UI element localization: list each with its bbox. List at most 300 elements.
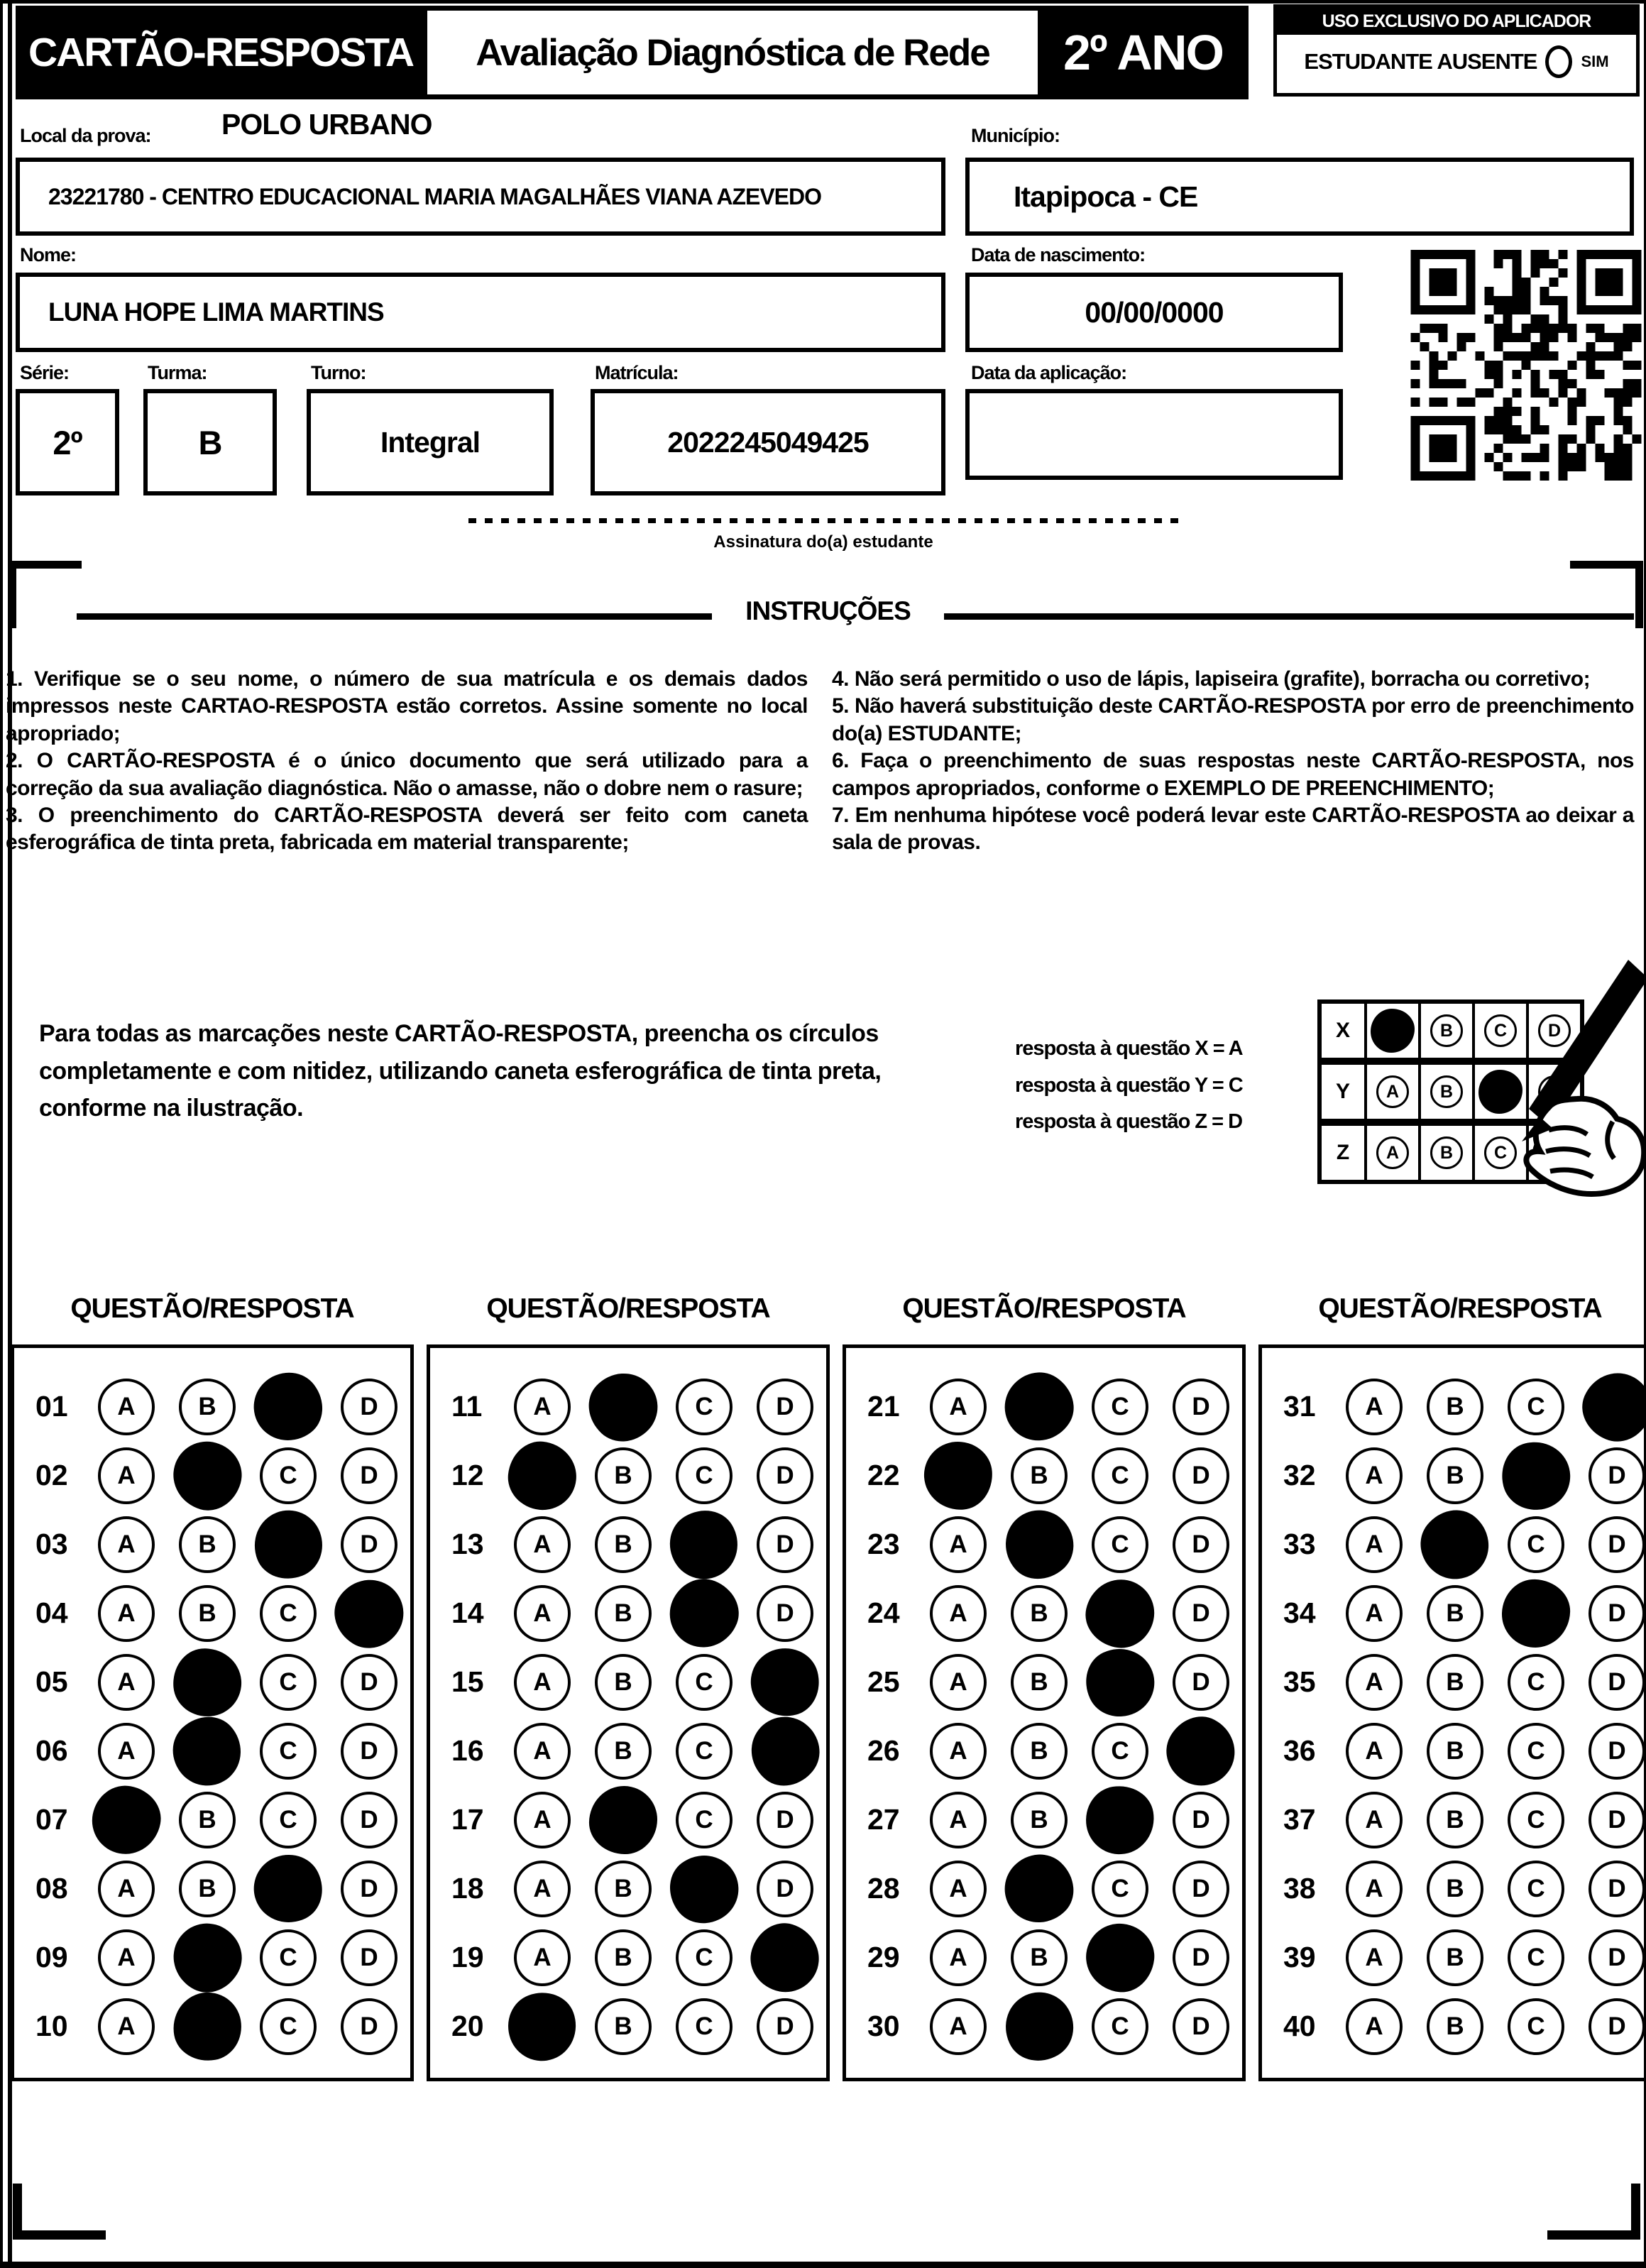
bubble-32-A[interactable] <box>1346 1447 1403 1504</box>
question-number: 37 <box>1283 1803 1316 1836</box>
bubble-27-B[interactable] <box>1011 1792 1068 1848</box>
bubble-02-A[interactable] <box>98 1447 155 1504</box>
bubble-letter: B <box>614 1667 632 1696</box>
bubble-letter: D <box>776 1805 794 1834</box>
bubble-letter: A <box>533 1392 552 1420</box>
question-row-12 <box>430 1441 826 1510</box>
instructions-divider-right <box>944 613 1634 620</box>
bubble-04-A[interactable] <box>98 1585 155 1642</box>
question-row-30 <box>846 1992 1242 2061</box>
bubble-10-C[interactable] <box>260 1998 317 2055</box>
answer-column-box <box>427 1344 830 2081</box>
question-number: 01 <box>35 1390 68 1423</box>
example-instruction-text: Para todas as marcações neste CARTÃO-RESPOSTA, preencha os círculos completamente e com nitidez, utilizando caneta esferográfica de tinta preta, conforme na ilustração. <box>39 1020 882 1122</box>
bubble-08-A[interactable] <box>98 1861 155 1917</box>
bubble-group <box>98 1723 397 1780</box>
bubble-21-A[interactable] <box>930 1379 987 1435</box>
instruction-item: 6. Faça o preenchimento de suas respostas neste CARTÃO-RESPOSTA, nos campos apropriados, conforme o EXEMPLO DE PREENCHIMENTO; <box>832 749 1634 800</box>
bubble-letter: C <box>695 1736 713 1765</box>
bubble-10-D[interactable] <box>341 1998 397 2055</box>
bubble-06-D[interactable] <box>341 1723 397 1780</box>
bubble-15-B[interactable] <box>595 1654 652 1711</box>
question-row-32 <box>1262 1441 1646 1510</box>
nome-field <box>16 273 945 352</box>
bubble-09-C[interactable] <box>260 1929 317 1986</box>
bubble-letter: D <box>1192 2012 1210 2040</box>
bubble-letter: D <box>360 2012 378 2040</box>
nome-label: Nome: <box>20 244 77 265</box>
bubble-31-C[interactable] <box>1508 1379 1564 1435</box>
bubble-24-C[interactable] <box>1092 1585 1148 1642</box>
bubble-29-C[interactable] <box>1092 1929 1148 1986</box>
bubble-12-A[interactable] <box>514 1447 571 1504</box>
bubble-40-A[interactable] <box>1346 1998 1403 2055</box>
bubble-letter: C <box>1111 1736 1129 1765</box>
bubble-34-D[interactable] <box>1589 1585 1645 1642</box>
bubble-26-D[interactable] <box>1173 1723 1229 1780</box>
bubble-01-A[interactable] <box>98 1379 155 1435</box>
filled-mark <box>1500 1578 1571 1648</box>
bubble-36-C[interactable] <box>1508 1723 1564 1780</box>
bubble-letter: B <box>614 1461 632 1489</box>
bubble-23-D[interactable] <box>1173 1516 1229 1573</box>
bubble-35-C[interactable] <box>1508 1654 1564 1711</box>
bubble-20-C[interactable] <box>676 1998 733 2055</box>
bubble-01-D[interactable] <box>341 1379 397 1435</box>
bubble-37-A[interactable] <box>1346 1792 1403 1848</box>
bubble-23-B[interactable] <box>1011 1516 1068 1573</box>
bubble-letter: B <box>1030 1599 1048 1627</box>
bubble-letter: C <box>1527 1530 1545 1558</box>
bubble-37-D[interactable] <box>1589 1792 1645 1848</box>
filled-mark <box>1081 1781 1159 1859</box>
bubble-11-B[interactable] <box>595 1379 652 1435</box>
bubble-letter: A <box>1376 1136 1409 1169</box>
bubble-27-D[interactable] <box>1173 1792 1229 1848</box>
bubble-02-B[interactable] <box>179 1447 236 1504</box>
bubble-23-C[interactable] <box>1092 1516 1148 1573</box>
bubble-05-D[interactable] <box>341 1654 397 1711</box>
bubble-22-C[interactable] <box>1092 1447 1148 1504</box>
bubble-39-A[interactable] <box>1346 1929 1403 1986</box>
instruction-item: 4. Não será permitido o uso de lápis, lapiseira (grafite), borracha ou corretivo; <box>832 667 1591 691</box>
bubble-19-A[interactable] <box>514 1929 571 1986</box>
answer-column <box>843 1293 1246 2081</box>
question-row-28 <box>846 1854 1242 1923</box>
bubble-12-C[interactable] <box>676 1447 733 1504</box>
bubble-35-A[interactable] <box>1346 1654 1403 1711</box>
bubble-11-A[interactable] <box>514 1379 571 1435</box>
bubble-25-B[interactable] <box>1011 1654 1068 1711</box>
bubble-group <box>1346 1654 1645 1711</box>
question-row-31 <box>1262 1372 1646 1441</box>
bubble-letter: D <box>360 1392 378 1420</box>
bubble-16-C[interactable] <box>676 1723 733 1780</box>
bubble-letter: D <box>1538 1014 1571 1047</box>
question-row-29 <box>846 1923 1242 1992</box>
bubble-33-D[interactable] <box>1589 1516 1645 1573</box>
question-number: 12 <box>451 1459 484 1491</box>
bubble-16-D[interactable] <box>757 1723 813 1780</box>
bubble-40-D[interactable] <box>1589 1998 1645 2055</box>
question-row-09 <box>14 1923 410 1992</box>
bubble-20-D[interactable] <box>757 1998 813 2055</box>
bubble-05-C[interactable] <box>260 1654 317 1711</box>
bubble-10-B[interactable] <box>179 1998 236 2055</box>
serie-label: Série: <box>20 362 70 383</box>
bubble-07-B[interactable] <box>179 1792 236 1848</box>
bubble-06-B[interactable] <box>179 1723 236 1780</box>
bubble-group <box>514 1516 813 1573</box>
bubble-21-D[interactable] <box>1173 1379 1229 1435</box>
bubble-30-C[interactable] <box>1092 1998 1148 2055</box>
bubble-18-B[interactable] <box>595 1861 652 1917</box>
bubble-17-B[interactable] <box>595 1792 652 1848</box>
bubble-19-B[interactable] <box>595 1929 652 1986</box>
bubble-35-B[interactable] <box>1427 1654 1483 1711</box>
filled-mark <box>1495 1434 1577 1516</box>
signature-line[interactable] <box>468 518 1178 523</box>
question-number: 05 <box>35 1665 68 1698</box>
bubble-26-B[interactable] <box>1011 1723 1068 1780</box>
bubble-letter: C <box>1484 1014 1517 1047</box>
bubble-letter: B <box>614 1736 632 1765</box>
bubble-39-B[interactable] <box>1427 1929 1483 1986</box>
filled-mark <box>743 1640 827 1724</box>
filled-mark <box>575 1359 671 1455</box>
bubble-letter: C <box>1527 1736 1545 1765</box>
bubble-25-C[interactable] <box>1092 1654 1148 1711</box>
bubble-letter: A <box>949 1805 967 1834</box>
bubble-03-C[interactable] <box>260 1516 317 1573</box>
example-row-label: Z <box>1322 1126 1367 1180</box>
bubble-37-B[interactable] <box>1427 1792 1483 1848</box>
bubble-14-D[interactable] <box>757 1585 813 1642</box>
bubble-39-C[interactable] <box>1508 1929 1564 1986</box>
bubble-01-C[interactable] <box>260 1379 317 1435</box>
bubble-19-C[interactable] <box>676 1929 733 1986</box>
bubble-09-D[interactable] <box>341 1929 397 1986</box>
bubble-letter: C <box>1111 1392 1129 1420</box>
bubble-letter: D <box>1192 1805 1210 1834</box>
bubble-group <box>514 1861 813 1917</box>
instruction-item: 2. O CARTÃO-RESPOSTA é o único documento que será utilizado para a correção da sua avaliação diagnóstica. Não o amasse, não o dobre nem o rasure; <box>6 749 808 800</box>
bubble-33-C[interactable] <box>1508 1516 1564 1573</box>
bubble-29-A[interactable] <box>930 1929 987 1986</box>
bubble-33-A[interactable] <box>1346 1516 1403 1573</box>
bubble-07-A[interactable] <box>98 1792 155 1848</box>
bubble-group <box>930 1723 1229 1780</box>
bubble-12-B[interactable] <box>595 1447 652 1504</box>
bubble-36-B[interactable] <box>1427 1723 1483 1780</box>
bubble-13-D[interactable] <box>757 1516 813 1573</box>
filled-mark <box>241 1359 336 1454</box>
bubble-letter: B <box>1030 1805 1048 1834</box>
bubble-34-B[interactable] <box>1427 1585 1483 1642</box>
bubble-23-A[interactable] <box>930 1516 987 1573</box>
instructions-right-column <box>832 666 1634 857</box>
bubble-11-C[interactable] <box>676 1379 733 1435</box>
bubble-38-D[interactable] <box>1589 1861 1645 1917</box>
bubble-32-B[interactable] <box>1427 1447 1483 1504</box>
bubble-14-A[interactable] <box>514 1585 571 1642</box>
bubble-group <box>514 1379 813 1435</box>
question-number: 04 <box>35 1596 68 1629</box>
nascimento-label: Data de nascimento: <box>971 244 1146 265</box>
bubble-36-D[interactable] <box>1589 1723 1645 1780</box>
bubble-26-A[interactable] <box>930 1723 987 1780</box>
bubble-33-B[interactable] <box>1427 1516 1483 1573</box>
bubble-letter: B <box>198 1805 216 1834</box>
bubble-19-D[interactable] <box>757 1929 813 1986</box>
filled-mark <box>1572 1362 1646 1452</box>
bubble-04-B[interactable] <box>179 1585 236 1642</box>
bubble-20-B[interactable] <box>595 1998 652 2055</box>
bubble-28-B[interactable] <box>1011 1861 1068 1917</box>
student-absent-bubble[interactable] <box>1545 45 1572 78</box>
bubble-03-D[interactable] <box>341 1516 397 1573</box>
bubble-05-A[interactable] <box>98 1654 155 1711</box>
bubble-12-D[interactable] <box>757 1447 813 1504</box>
filled-mark <box>922 1439 994 1511</box>
bubble-01-B[interactable] <box>179 1379 236 1435</box>
bubble-letter: D <box>1608 1805 1626 1834</box>
signature-label: Assinatura do(a) estudante <box>713 532 933 552</box>
bubble-letter: A <box>1365 1667 1383 1696</box>
question-row-11 <box>430 1372 826 1441</box>
question-number: 18 <box>451 1872 484 1905</box>
bubble-group <box>1346 1447 1645 1504</box>
bubble-29-B[interactable] <box>1011 1929 1068 1986</box>
bubble-02-D[interactable] <box>341 1447 397 1504</box>
bubble-07-C[interactable] <box>260 1792 317 1848</box>
bubble-letter: C <box>1527 1874 1545 1902</box>
bubble-18-A[interactable] <box>514 1861 571 1917</box>
bubble-26-C[interactable] <box>1092 1723 1148 1780</box>
bubble-21-C[interactable] <box>1092 1379 1148 1435</box>
registration-mark-top-left <box>9 561 82 628</box>
bubble-03-A[interactable] <box>98 1516 155 1573</box>
bubble-38-C[interactable] <box>1508 1861 1564 1917</box>
filled-mark <box>87 1780 167 1860</box>
aplicacao-field[interactable] <box>965 389 1343 480</box>
bubble-15-C[interactable] <box>676 1654 733 1711</box>
municipio-field <box>965 158 1634 236</box>
bubble-38-B[interactable] <box>1427 1861 1483 1917</box>
bubble-24-D[interactable] <box>1173 1585 1229 1642</box>
bubble-13-A[interactable] <box>514 1516 571 1573</box>
qr-code <box>1409 250 1643 481</box>
answer-column <box>1258 1293 1646 2081</box>
bubble-08-C[interactable] <box>260 1861 317 1917</box>
hand-pen-illustration <box>1442 958 1646 1214</box>
instructions-title: INSTRUÇÕES <box>745 596 911 625</box>
page-border-left-outer <box>0 0 3 2268</box>
bubble-letter: D <box>776 1599 794 1627</box>
bubble-letter: B <box>1446 1874 1464 1902</box>
bubble-05-B[interactable] <box>179 1654 236 1711</box>
bubble-32-D[interactable] <box>1589 1447 1645 1504</box>
bubble-04-D[interactable] <box>341 1585 397 1642</box>
bubble-letter: A <box>117 1874 136 1902</box>
question-number: 17 <box>451 1803 484 1836</box>
bubble-15-A[interactable] <box>514 1654 571 1711</box>
bubble-letter: D <box>360 1530 378 1558</box>
bubble-letter: D <box>360 1943 378 1971</box>
bubble-06-A[interactable] <box>98 1723 155 1780</box>
question-number: 35 <box>1283 1665 1316 1698</box>
filled-mark <box>170 1645 244 1719</box>
bubble-24-B[interactable] <box>1011 1585 1068 1642</box>
bubble-letter: A <box>533 1599 552 1627</box>
bubble-36-A[interactable] <box>1346 1723 1403 1780</box>
example-legend <box>1015 1031 1243 1141</box>
bubble-letter: D <box>1608 1667 1626 1696</box>
bubble-28-D[interactable] <box>1173 1861 1229 1917</box>
bubble-17-D[interactable] <box>757 1792 813 1848</box>
bubble-35-D[interactable] <box>1589 1654 1645 1711</box>
question-row-01 <box>14 1372 410 1441</box>
bubble-24-A[interactable] <box>930 1585 987 1642</box>
filled-mark <box>1407 1496 1503 1592</box>
bubble-30-B[interactable] <box>1011 1998 1068 2055</box>
bubble-letter: C <box>695 1667 713 1696</box>
instruction-item: 1. Verifique se o seu nome, o número de sua matrícula e os demais dados impressos neste CARTAO-RESPOSTA estão corretos. Assine somente no local apropriado; <box>6 667 808 745</box>
bubble-letter: A <box>1365 2012 1383 2040</box>
bubble-38-A[interactable] <box>1346 1861 1403 1917</box>
bubble-group <box>1346 1516 1645 1573</box>
bubble-40-B[interactable] <box>1427 1998 1483 2055</box>
bubble-21-B[interactable] <box>1011 1379 1068 1435</box>
bubble-letter: D <box>1608 1943 1626 1971</box>
bubble-group <box>1346 1585 1645 1642</box>
question-row-05 <box>14 1648 410 1716</box>
bubble-34-A[interactable] <box>1346 1585 1403 1642</box>
bubble-group <box>930 1998 1229 2055</box>
filled-mark <box>657 1498 751 1592</box>
question-row-20 <box>430 1992 826 2061</box>
bubble-letter: B <box>1030 1943 1048 1971</box>
applicator-box <box>1273 4 1640 97</box>
bubble-22-A[interactable] <box>930 1447 987 1504</box>
bubble-09-A[interactable] <box>98 1929 155 1986</box>
bubble-17-A[interactable] <box>514 1792 571 1848</box>
bubble-letter: C <box>279 1667 297 1696</box>
bubble-letter: D <box>360 1736 378 1765</box>
turno-value: Integral <box>380 425 481 459</box>
bubble-39-D[interactable] <box>1589 1929 1645 1986</box>
bubble-29-D[interactable] <box>1173 1929 1229 1986</box>
bubble-letter: A <box>1365 1392 1383 1420</box>
bubble-letter: D <box>360 1805 378 1834</box>
bubble-08-B[interactable] <box>179 1861 236 1917</box>
bubble-letter: D <box>1192 1667 1210 1696</box>
bubble-letter: B <box>614 1530 632 1558</box>
bubble-16-B[interactable] <box>595 1723 652 1780</box>
bubble-13-C[interactable] <box>676 1516 733 1573</box>
question-number: 29 <box>867 1941 900 1973</box>
bubble-27-A[interactable] <box>930 1792 987 1848</box>
bubble-30-A[interactable] <box>930 1998 987 2055</box>
bubble-group <box>1346 1723 1645 1780</box>
bubble-letter: A <box>949 1599 967 1627</box>
bubble-37-C[interactable] <box>1508 1792 1564 1848</box>
filled-mark <box>159 1703 256 1799</box>
bubble-14-B[interactable] <box>595 1585 652 1642</box>
question-number: 24 <box>867 1596 900 1629</box>
bubble-11-D[interactable] <box>757 1379 813 1435</box>
bubble-letter: C <box>279 1599 297 1627</box>
question-number: 38 <box>1283 1872 1316 1905</box>
bubble-letter: C <box>1111 1461 1129 1489</box>
filled-mark <box>1075 1637 1165 1728</box>
bubble-31-D[interactable] <box>1589 1379 1645 1435</box>
question-row-16 <box>430 1716 826 1785</box>
bubble-25-D[interactable] <box>1173 1654 1229 1711</box>
bubble-group <box>98 1379 397 1435</box>
bubble-22-B[interactable] <box>1011 1447 1068 1504</box>
school-value: 23221780 - CENTRO EDUCACIONAL MARIA MAGALHÃES VIANA AZEVEDO <box>48 183 822 209</box>
bubble-letter: A <box>533 1530 552 1558</box>
exam-title-box <box>427 11 1038 94</box>
matricula-field <box>591 389 945 495</box>
question-row-34 <box>1262 1579 1646 1648</box>
filled-mark <box>660 1569 749 1658</box>
bubble-32-C[interactable] <box>1508 1447 1564 1504</box>
bubble-18-C[interactable] <box>676 1861 733 1917</box>
bubble-group <box>930 1379 1229 1435</box>
bubble-06-C[interactable] <box>260 1723 317 1780</box>
matricula-value: 2022245049425 <box>667 425 869 459</box>
bubble-07-D[interactable] <box>341 1792 397 1848</box>
bubble-02-C[interactable] <box>260 1447 317 1504</box>
bubble-14-C[interactable] <box>676 1585 733 1642</box>
bubble-10-A[interactable] <box>98 1998 155 2055</box>
bubble-22-D[interactable] <box>1173 1447 1229 1504</box>
bubble-letter: D <box>1608 2012 1626 2040</box>
bubble-letter: A <box>533 1667 552 1696</box>
bubble-group <box>514 1792 813 1848</box>
bubble-28-C[interactable] <box>1092 1861 1148 1917</box>
bubble-15-D[interactable] <box>757 1654 813 1711</box>
bubble-letter: B <box>1430 1014 1463 1047</box>
bubble-28-A[interactable] <box>930 1861 987 1917</box>
bubble-09-B[interactable] <box>179 1929 236 1986</box>
bubble-letter: C <box>695 1805 713 1834</box>
instructions-left-column <box>6 666 808 857</box>
bubble-08-D[interactable] <box>341 1861 397 1917</box>
bubble-04-C[interactable] <box>260 1585 317 1642</box>
bubble-letter: D <box>1608 1530 1626 1558</box>
bubble-13-B[interactable] <box>595 1516 652 1573</box>
bubble-17-C[interactable] <box>676 1792 733 1848</box>
bubble-letter: B <box>1430 1136 1463 1169</box>
bubble-31-B[interactable] <box>1427 1379 1483 1435</box>
bubble-40-C[interactable] <box>1508 1998 1564 2055</box>
bubble-03-B[interactable] <box>179 1516 236 1573</box>
bubble-letter: D <box>1608 1874 1626 1902</box>
bubble-25-A[interactable] <box>930 1654 987 1711</box>
bubble-30-D[interactable] <box>1173 1998 1229 2055</box>
bubble-31-A[interactable] <box>1346 1379 1403 1435</box>
bubble-27-C[interactable] <box>1092 1792 1148 1848</box>
bubble-18-D[interactable] <box>757 1861 813 1917</box>
bubble-20-A[interactable] <box>514 1998 571 2055</box>
instruction-item: 5. Não haverá substituição deste CARTÃO-RESPOSTA por erro de preenchimento do(a) ESTUDANTE; <box>832 694 1634 745</box>
bubble-16-A[interactable] <box>514 1723 571 1780</box>
bubble-34-C[interactable] <box>1508 1585 1564 1642</box>
answer-column-box <box>1258 1344 1646 2081</box>
